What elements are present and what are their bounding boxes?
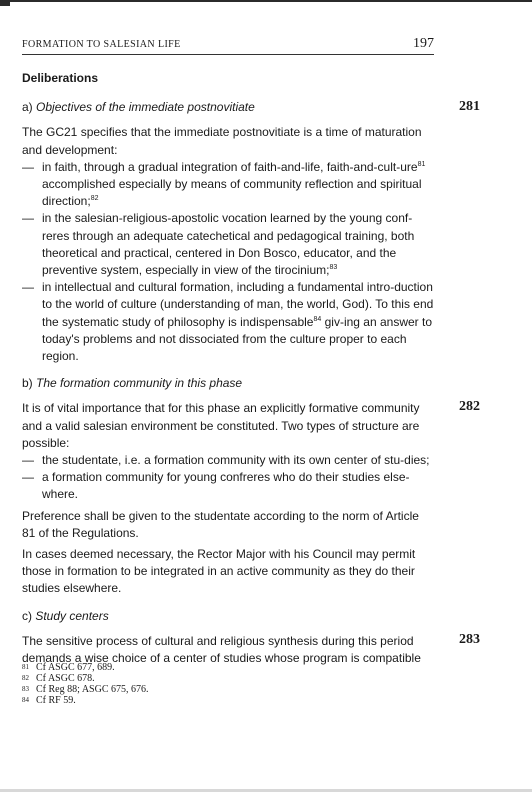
list-item-text: in intellectual and cultural formation, including a fundamental intro-duction to the world of culture (understanding of man, the world, God). To this end the systematic study of philosophy is indispensable — [42, 280, 434, 329]
paragraph-number-282: 282 — [459, 399, 480, 415]
section-c-text: The sensitive process of cultural and religious synthesis during this period demands a wise choice of a center of studies whose program is compatible — [22, 633, 421, 666]
footnotes — [22, 662, 434, 706]
running-head-title: FORMATION TO SALESIAN LIFE — [22, 39, 181, 50]
section-b-paragraph: Preference shall be given to the studentate according to the norm of Article 81 of the Regulations. — [22, 508, 419, 540]
section-a-label: a) — [22, 100, 33, 115]
section-c-heading — [22, 608, 434, 625]
section-a — [22, 99, 480, 365]
footnote-text: Cf ASGC 677, 689. — [36, 662, 115, 673]
list-item-text: a formation community for young confreres who do their studies else-where. — [42, 470, 410, 502]
section-a-intro: The GC21 specifies that the immediate postnovitiate is a time of maturation and development: — [22, 125, 422, 157]
footnote-text: Cf RF 59. — [36, 695, 76, 706]
footnote — [22, 684, 434, 695]
paragraph-number-281: 281 — [459, 99, 480, 115]
footnote-text: Cf Reg 88; ASGC 675, 676. — [36, 684, 149, 695]
footnote — [22, 673, 434, 684]
dash-marker: — — [22, 280, 34, 295]
corner-mark — [0, 2, 10, 6]
section-b-label: b) — [22, 376, 33, 391]
footnote-ref: 83 — [329, 264, 338, 272]
list-item-text: in the salesian-religious-apostolic vocation learned by the young conf-reres through an adequate catechetical and pedagogical training, both theoretical and practical, centered in Don Bosco, educator, and the preventive system, especially in view of the tirocinium; — [42, 211, 415, 278]
dash-marker: — — [22, 470, 34, 485]
page-number: 197 — [413, 36, 434, 51]
dash-marker: — — [22, 159, 34, 174]
list-item — [22, 210, 434, 279]
section-a-heading — [22, 99, 434, 116]
list-item-text: accomplished especially by means of community reflection and spiritual direction; — [42, 177, 422, 209]
section-b-intro: It is of vital importance that for this phase an explicitly formative community and a valid salesian environment be constituted. Two types of structure are possible: — [22, 401, 420, 450]
section-c — [22, 608, 480, 668]
top-border — [0, 0, 532, 2]
header-rule — [22, 54, 434, 55]
footnote-number: 83 — [22, 685, 29, 693]
footnote-ref: 81 — [417, 160, 426, 168]
list-item — [22, 159, 434, 211]
footnote-number: 84 — [22, 696, 29, 704]
dash-marker: — — [22, 453, 34, 468]
section-b — [22, 375, 480, 597]
section-a-title: Objectives of the immediate postnovitiate — [36, 100, 255, 115]
list-item-text: in faith, through a gradual integration of faith-and-life, faith-and-cult-ure — [42, 159, 418, 174]
paragraph-number-283: 283 — [459, 631, 480, 647]
section-c-title: Study centers — [35, 608, 109, 623]
dash-marker: — — [22, 211, 34, 226]
section-b-heading — [22, 375, 434, 392]
footnote — [22, 695, 434, 706]
footnote-text: Cf ASGC 678. — [36, 673, 95, 684]
footnote-number: 82 — [22, 674, 29, 682]
section-c-label: c) — [22, 608, 32, 623]
section-b-intro-wrap — [22, 399, 480, 452]
footnote-ref: 84 — [313, 315, 322, 323]
footnote-number: 81 — [22, 663, 29, 671]
running-head — [22, 36, 434, 52]
footnote — [22, 662, 434, 673]
section-b-paragraph: In cases deemed necessary, the Rector Major with his Council may permit those in formation to be integrated in an active community as they do their studies elsewhere. — [22, 547, 416, 596]
list-item-text: the studentate, i.e. a formation community with its own center of stu-dies; — [42, 453, 430, 468]
section-b-title: The formation community in this phase — [36, 376, 243, 391]
deliberations-heading: Deliberations — [22, 71, 99, 85]
footnote-ref: 82 — [90, 195, 99, 203]
list-item — [22, 469, 434, 503]
list-item — [22, 279, 434, 365]
list-item-text: giv-ing an answer to today's problems and not dissociated from the culture proper to each region. — [42, 314, 433, 364]
list-item — [22, 452, 434, 469]
body-text — [22, 70, 480, 677]
